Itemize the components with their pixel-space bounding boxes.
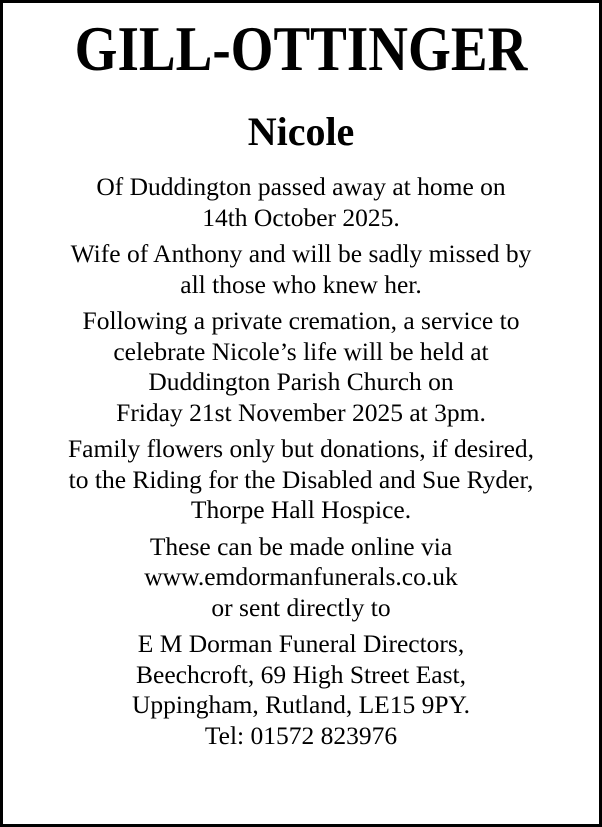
text-line: 14th October 2025. xyxy=(202,202,400,232)
text-line: Family flowers only but donations, if desired, xyxy=(67,434,535,463)
text-line: all those who knew her. xyxy=(180,269,422,299)
paragraph-service xyxy=(3,306,599,428)
text-line: Duddington Parish Church on xyxy=(148,367,454,396)
text-line: to the Riding for the Disabled and Sue Ryder, xyxy=(68,464,534,494)
text-line: Of Duddington passed away at home on xyxy=(96,172,506,201)
paragraph-family xyxy=(3,239,599,300)
text-line: Following a private cremation, a service to xyxy=(82,306,520,335)
text-line: Thorpe Hall Hospice. xyxy=(190,495,412,524)
paragraph-online-donations xyxy=(3,532,599,624)
funeral-director-name: E M Dorman Funeral Directors, xyxy=(137,629,465,658)
address-line: Beechcroft, 69 High Street East, xyxy=(136,659,466,689)
paragraph-donations xyxy=(3,434,599,526)
text-line: celebrate Nicole’s life will be held at xyxy=(113,336,489,366)
forename-heading: Nicole xyxy=(247,109,355,154)
notice-body xyxy=(3,172,599,757)
surname-heading: GILL-OTTINGER xyxy=(74,13,528,84)
text-line: Friday 21st November 2025 at 3pm. xyxy=(116,397,486,427)
paragraph-death-announcement xyxy=(3,172,599,233)
text-line: or sent directly to xyxy=(211,592,391,622)
telephone-text: Tel: 01572 823976 xyxy=(204,720,398,750)
website-text: www.emdormanfunerals.co.uk xyxy=(144,562,458,591)
address-line: Uppingham, Rutland, LE15 9PY. xyxy=(131,690,471,719)
text-line: Wife of Anthony and will be sadly missed by xyxy=(70,239,532,268)
paragraph-funeral-director-contact xyxy=(3,629,599,751)
text-line: These can be made online via xyxy=(149,531,453,561)
